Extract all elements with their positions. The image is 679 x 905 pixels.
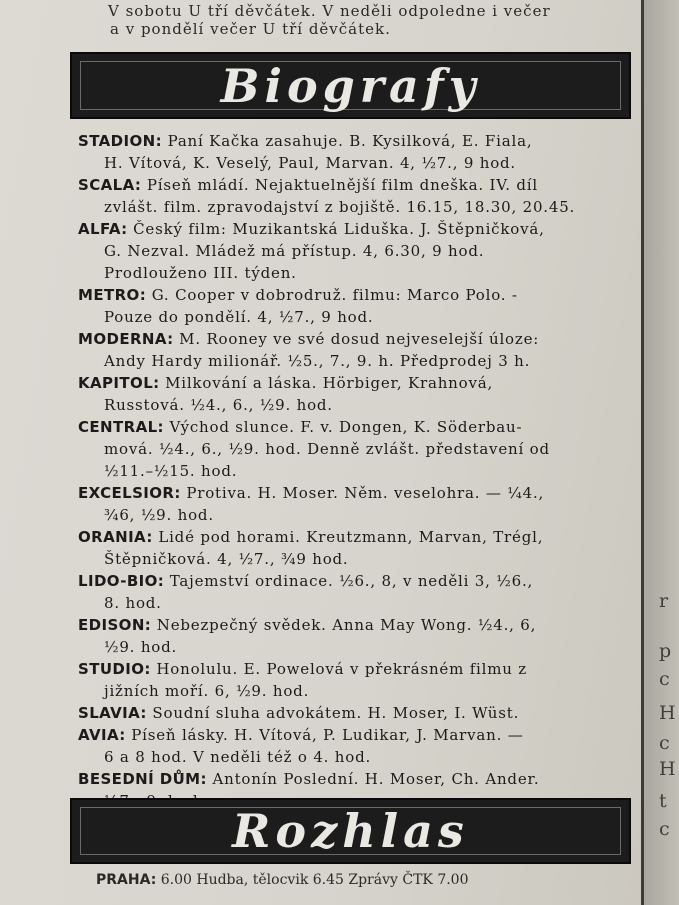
cinema-name: ORANIA:: [78, 528, 153, 546]
margin-letter: c: [659, 732, 670, 754]
cinema-entry: [78, 372, 638, 416]
margin-letter: H: [659, 758, 676, 780]
cinema-program-text: Honolulu. E. Powelová v překrásném filmu z: [156, 660, 527, 678]
rozhlas-banner: [70, 798, 631, 864]
cinema-entry: [78, 526, 638, 570]
cinema-program-text: Soudní sluha advokátem. H. Moser, I. Wüst.: [152, 704, 520, 722]
cinema-entry: [78, 570, 638, 614]
cinema-name: STADION:: [78, 132, 163, 150]
cinema-program-text: Píseň mládí. Nejaktuelnější film dneška. IV. díl: [146, 176, 538, 194]
rozhlas-title: Rozhlas: [232, 804, 469, 858]
biografy-title: Biografy: [220, 58, 481, 113]
cinema-name: BESEDNÍ DŮM:: [78, 770, 207, 788]
cinema-program-text: Nebezpečný svědek. Anna May Wong. ½4., 6,: [156, 616, 537, 634]
margin-letter: H: [659, 702, 676, 724]
cinema-program-text: G. Nezval. Mládež má přístup. 4, 6.30, 9 hod.: [104, 242, 485, 260]
cinema-listings: [78, 130, 638, 812]
cinema-program-text: Lidé pod horami. Kreutzmann, Marvan, Trégl,: [158, 528, 544, 546]
cinema-name: EDISON:: [78, 616, 152, 634]
cinema-program-text: Antonín Poslední. H. Moser, Ch. Ander.: [212, 770, 540, 788]
cinema-entry: [78, 724, 638, 768]
cinema-entry: [78, 218, 638, 284]
cinema-program-text: Paní Kačka zasahuje. B. Kysilková, E. Fiala,: [167, 132, 533, 150]
cinema-name: SCALA:: [78, 176, 142, 194]
cinema-program-text: Tajemství ordinace. ½6., 8, v neděli 3, ½6.,: [169, 572, 534, 590]
margin-letter: c: [659, 668, 670, 690]
cinema-name: STUDIO:: [78, 660, 151, 678]
cinema-entry: [78, 614, 638, 658]
cinema-program-text: ¾6, ½9. hod.: [104, 506, 214, 524]
cinema-entry: [78, 328, 638, 372]
cinema-program-text: Pouze do pondělí. 4, ½7., 9 hod.: [104, 308, 374, 326]
cinema-program-text: zvlášt. film. zpravodajství z bojiště. 16.15, 18.30, 20.45.: [104, 198, 576, 216]
cinema-program-text: Píseň lásky. H. Vítová, P. Ludikar, J. Marvan. —: [131, 726, 524, 744]
cinema-program-text: Russtová. ½4., 6., ½9. hod.: [104, 396, 333, 414]
cinema-program-text: mová. ½4., 6., ½9. hod. Denně zvlášt. představení od: [104, 440, 550, 458]
cinema-program-text: Český film: Muzikantská Liduška. J. Štěpničková,: [133, 220, 545, 238]
cinema-program-text: Štěpničková. 4, ½7., ¾9 hod.: [104, 550, 349, 568]
biografy-banner: [70, 52, 631, 119]
cinema-program-text: M. Rooney ve své dosud nejveselejší úloze:: [179, 330, 540, 348]
cinema-program-text: 8. hod.: [104, 594, 162, 612]
cinema-program-text: ½11.–½15. hod.: [104, 462, 238, 480]
intro-line-2: a v pondělí večer U tří děvčátek.: [110, 20, 391, 38]
cinema-entry: [78, 416, 638, 482]
cinema-program-text: H. Vítová, K. Veselý, Paul, Marvan. 4, ½7., 9 hod.: [104, 154, 517, 172]
cinema-name: MODERNA:: [78, 330, 174, 348]
cinema-program-text: 6 a 8 hod. V neděli též o 4. hod.: [104, 748, 372, 766]
cinema-name: METRO:: [78, 286, 147, 304]
cinema-program-text: Východ slunce. F. v. Dongen, K. Söderbau-: [169, 418, 523, 436]
cinema-name: EXCELSIOR:: [78, 484, 181, 502]
radio-schedule-line: [96, 872, 469, 888]
cinema-entry: [78, 284, 638, 328]
cinema-program-text: G. Cooper v dobrodruž. filmu: Marco Polo. -: [151, 286, 518, 304]
margin-letter: p: [659, 640, 672, 662]
cinema-name: SLAVIA:: [78, 704, 147, 722]
cinema-name: ALFA:: [78, 220, 128, 238]
cinema-program-text: ½9. hod.: [104, 638, 178, 656]
cinema-program-text: Protiva. H. Moser. Něm. veselohra. — ¼4.,: [186, 484, 545, 502]
station-name: PRAHA:: [96, 872, 157, 888]
cinema-entry: [78, 174, 638, 218]
cinema-program-text: Andy Hardy milionář. ½5., 7., 9. h. Předprodej 3 h.: [104, 352, 531, 370]
cinema-program-text: Prodlouženo III. týden.: [104, 264, 297, 282]
radio-program: 6.00 Hudba, tělocvik 6.45 Zprávy ČTK 7.00: [160, 872, 469, 888]
cinema-program-text: jižních moří. 6, ½9. hod.: [104, 682, 310, 700]
cinema-entry: [78, 702, 638, 724]
intro-line-1: V sobotu U tří děvčátek. V neděli odpoledne i večer: [108, 2, 551, 20]
cinema-entry: [78, 658, 638, 702]
cinema-entry: [78, 482, 638, 526]
cinema-name: CENTRAL:: [78, 418, 164, 436]
cinema-name: LIDO-BIO:: [78, 572, 165, 590]
margin-letter: r: [659, 590, 669, 612]
cinema-name: AVIA:: [78, 726, 126, 744]
margin-letter: t: [659, 790, 667, 812]
cinema-name: KAPITOL:: [78, 374, 160, 392]
cinema-program-text: Milkování a láska. Hörbiger, Krahnová,: [165, 374, 494, 392]
margin-letter: c: [659, 818, 670, 840]
cinema-entry: [78, 130, 638, 174]
